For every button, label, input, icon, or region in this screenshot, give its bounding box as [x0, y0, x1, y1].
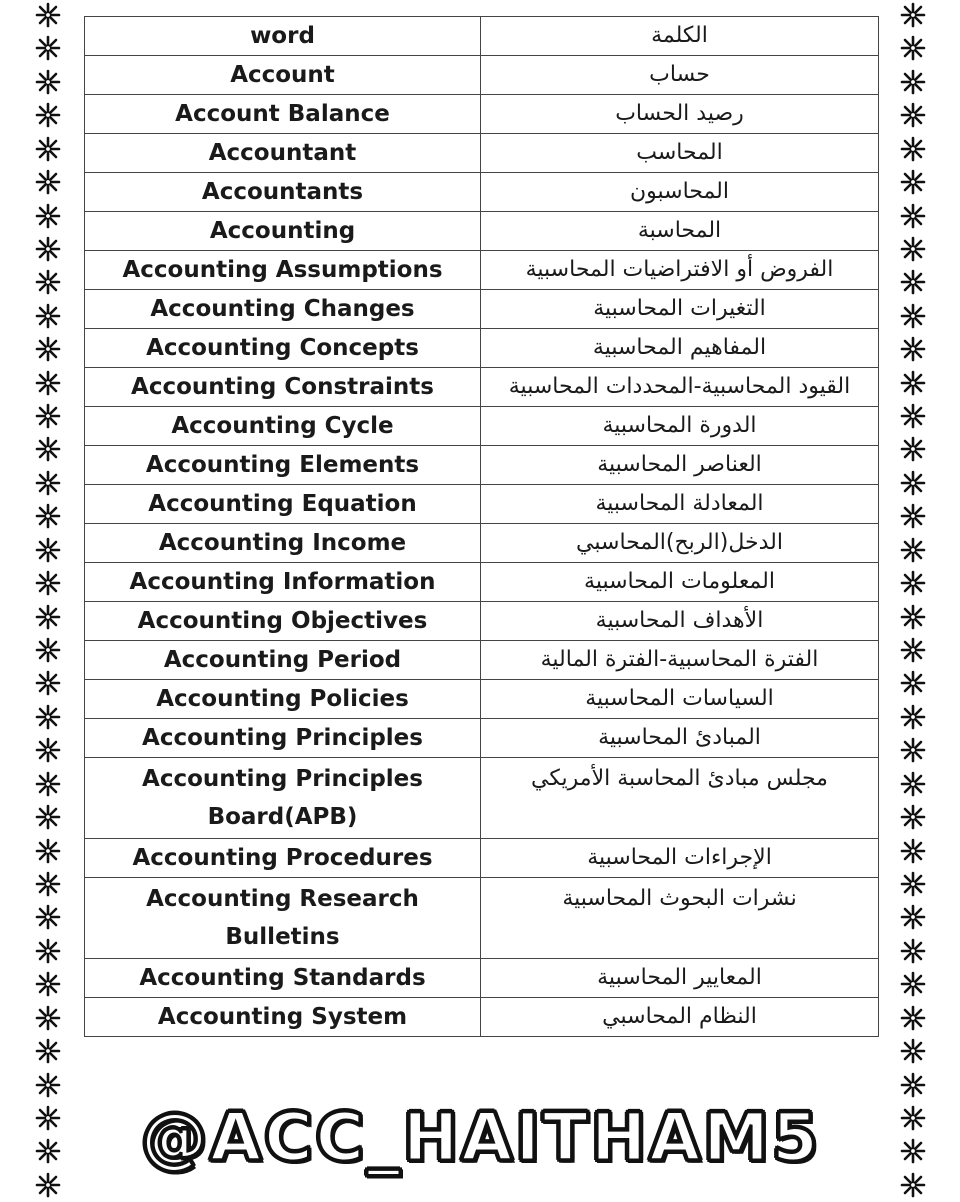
- star-icon: [35, 69, 61, 95]
- arabic-term: المعادلة المحاسبية: [481, 485, 879, 524]
- english-term: Accounting Cycle: [85, 407, 481, 446]
- english-term: Accounting: [85, 212, 481, 251]
- account-handle: @ACC_HAITHAM5: [141, 1099, 821, 1176]
- arabic-term: الدورة المحاسبية: [481, 407, 879, 446]
- star-icon: [35, 1172, 61, 1198]
- english-term: Accounting Principles Board(APB): [85, 758, 481, 839]
- star-icon: [35, 737, 61, 763]
- star-icon: [35, 503, 61, 529]
- arabic-term: الفروض أو الافتراضيات المحاسبية: [481, 251, 879, 290]
- star-icon: [900, 570, 926, 596]
- star-icon: [35, 1138, 61, 1164]
- star-icon: [900, 35, 926, 61]
- star-icon: [900, 436, 926, 462]
- star-icon: [35, 537, 61, 563]
- table-row: [85, 251, 879, 290]
- star-icon: [35, 771, 61, 797]
- star-icon: [35, 904, 61, 930]
- table-row: [85, 602, 879, 641]
- table-header-row: [85, 17, 879, 56]
- arabic-term: العناصر المحاسبية: [481, 446, 879, 485]
- english-term: Accountant: [85, 134, 481, 173]
- english-term: Accounting Standards: [85, 959, 481, 998]
- arabic-term: النظام المحاسبي: [481, 998, 879, 1037]
- star-icon: [900, 203, 926, 229]
- arabic-term: المحاسبون: [481, 173, 879, 212]
- header-arabic: الكلمة: [481, 17, 879, 56]
- star-icon: [35, 670, 61, 696]
- star-icon: [900, 938, 926, 964]
- english-term: Accounting Objectives: [85, 602, 481, 641]
- table-row: [85, 368, 879, 407]
- star-icon: [900, 102, 926, 128]
- english-term: Account: [85, 56, 481, 95]
- star-icon: [900, 771, 926, 797]
- left-star-border: [28, 0, 68, 1200]
- star-icon: [35, 971, 61, 997]
- star-icon: [35, 203, 61, 229]
- arabic-term: المعلومات المحاسبية: [481, 563, 879, 602]
- star-icon: [900, 737, 926, 763]
- vocabulary-table: [84, 16, 879, 1037]
- star-icon: [35, 704, 61, 730]
- table-row: [85, 758, 879, 839]
- english-term: Accounting Policies: [85, 680, 481, 719]
- arabic-term: السياسات المحاسبية: [481, 680, 879, 719]
- star-icon: [35, 804, 61, 830]
- table-row: [85, 446, 879, 485]
- star-icon: [900, 670, 926, 696]
- star-icon: [35, 604, 61, 630]
- star-icon: [900, 1105, 926, 1131]
- table-row: [85, 839, 879, 878]
- table-row: [85, 563, 879, 602]
- star-icon: [900, 871, 926, 897]
- arabic-term: الفترة المحاسبية-الفترة المالية: [481, 641, 879, 680]
- star-icon: [35, 136, 61, 162]
- table-row: [85, 95, 879, 134]
- star-icon: [35, 303, 61, 329]
- star-icon: [900, 470, 926, 496]
- star-icon: [35, 236, 61, 262]
- table-row: [85, 959, 879, 998]
- table-row: [85, 878, 879, 959]
- star-icon: [900, 69, 926, 95]
- star-icon: [900, 236, 926, 262]
- star-icon: [900, 537, 926, 563]
- star-icon: [900, 1038, 926, 1064]
- english-term: Accounting Concepts: [85, 329, 481, 368]
- arabic-term: التغيرات المحاسبية: [481, 290, 879, 329]
- table-row: [85, 524, 879, 563]
- arabic-term: مجلس مبادئ المحاسبة الأمريكي: [481, 758, 879, 839]
- star-icon: [35, 269, 61, 295]
- english-term: Accountants: [85, 173, 481, 212]
- table-row: [85, 680, 879, 719]
- star-icon: [900, 838, 926, 864]
- star-icon: [35, 436, 61, 462]
- star-icon: [900, 1005, 926, 1031]
- english-term: Account Balance: [85, 95, 481, 134]
- star-icon: [35, 838, 61, 864]
- star-icon: [35, 370, 61, 396]
- table-row: [85, 56, 879, 95]
- table-row: [85, 485, 879, 524]
- table-row: [85, 173, 879, 212]
- english-term: Accounting Elements: [85, 446, 481, 485]
- star-icon: [35, 2, 61, 28]
- star-icon: [35, 169, 61, 195]
- star-icon: [900, 804, 926, 830]
- star-icon: [900, 370, 926, 396]
- arabic-term: المبادئ المحاسبية: [481, 719, 879, 758]
- star-icon: [900, 403, 926, 429]
- star-icon: [35, 1005, 61, 1031]
- arabic-term: الإجراءات المحاسبية: [481, 839, 879, 878]
- star-icon: [900, 637, 926, 663]
- english-term: Accounting System: [85, 998, 481, 1037]
- english-term: Accounting Assumptions: [85, 251, 481, 290]
- table-row: [85, 407, 879, 446]
- english-term: Accounting Information: [85, 563, 481, 602]
- table-row: [85, 134, 879, 173]
- arabic-term: رصيد الحساب: [481, 95, 879, 134]
- star-icon: [900, 704, 926, 730]
- english-term: Accounting Income: [85, 524, 481, 563]
- star-icon: [35, 637, 61, 663]
- english-term: Accounting Procedures: [85, 839, 481, 878]
- star-icon: [900, 1072, 926, 1098]
- arabic-term: الأهداف المحاسبية: [481, 602, 879, 641]
- table-row: [85, 290, 879, 329]
- star-icon: [900, 1172, 926, 1198]
- header-english: word: [85, 17, 481, 56]
- english-term: Accounting Changes: [85, 290, 481, 329]
- table-row: [85, 329, 879, 368]
- english-term: Accounting Period: [85, 641, 481, 680]
- star-icon: [900, 136, 926, 162]
- star-icon: [900, 604, 926, 630]
- arabic-term: الدخل(الربح)المحاسبي: [481, 524, 879, 563]
- star-icon: [35, 102, 61, 128]
- english-term: Accounting Principles: [85, 719, 481, 758]
- table-row: [85, 719, 879, 758]
- arabic-term: حساب: [481, 56, 879, 95]
- arabic-term: القيود المحاسبية-المحددات المحاسبية: [481, 368, 879, 407]
- star-icon: [35, 570, 61, 596]
- star-icon: [900, 971, 926, 997]
- star-icon: [35, 938, 61, 964]
- star-icon: [35, 871, 61, 897]
- right-star-border: [893, 0, 933, 1200]
- arabic-term: المحاسب: [481, 134, 879, 173]
- star-icon: [900, 269, 926, 295]
- table-row: [85, 212, 879, 251]
- star-icon: [900, 503, 926, 529]
- star-icon: [35, 1038, 61, 1064]
- star-icon: [900, 904, 926, 930]
- star-icon: [900, 1138, 926, 1164]
- star-icon: [35, 470, 61, 496]
- arabic-term: المفاهيم المحاسبية: [481, 329, 879, 368]
- arabic-term: المحاسبة: [481, 212, 879, 251]
- star-icon: [900, 303, 926, 329]
- star-icon: [35, 35, 61, 61]
- table-row: [85, 998, 879, 1037]
- english-term: Accounting Equation: [85, 485, 481, 524]
- star-icon: [900, 169, 926, 195]
- star-icon: [35, 1105, 61, 1131]
- arabic-term: نشرات البحوث المحاسبية: [481, 878, 879, 959]
- star-icon: [35, 1072, 61, 1098]
- star-icon: [35, 336, 61, 362]
- table-row: [85, 641, 879, 680]
- english-term: Accounting Research Bulletins: [85, 878, 481, 959]
- star-icon: [900, 336, 926, 362]
- star-icon: [900, 2, 926, 28]
- arabic-term: المعايير المحاسبية: [481, 959, 879, 998]
- english-term: Accounting Constraints: [85, 368, 481, 407]
- star-icon: [35, 403, 61, 429]
